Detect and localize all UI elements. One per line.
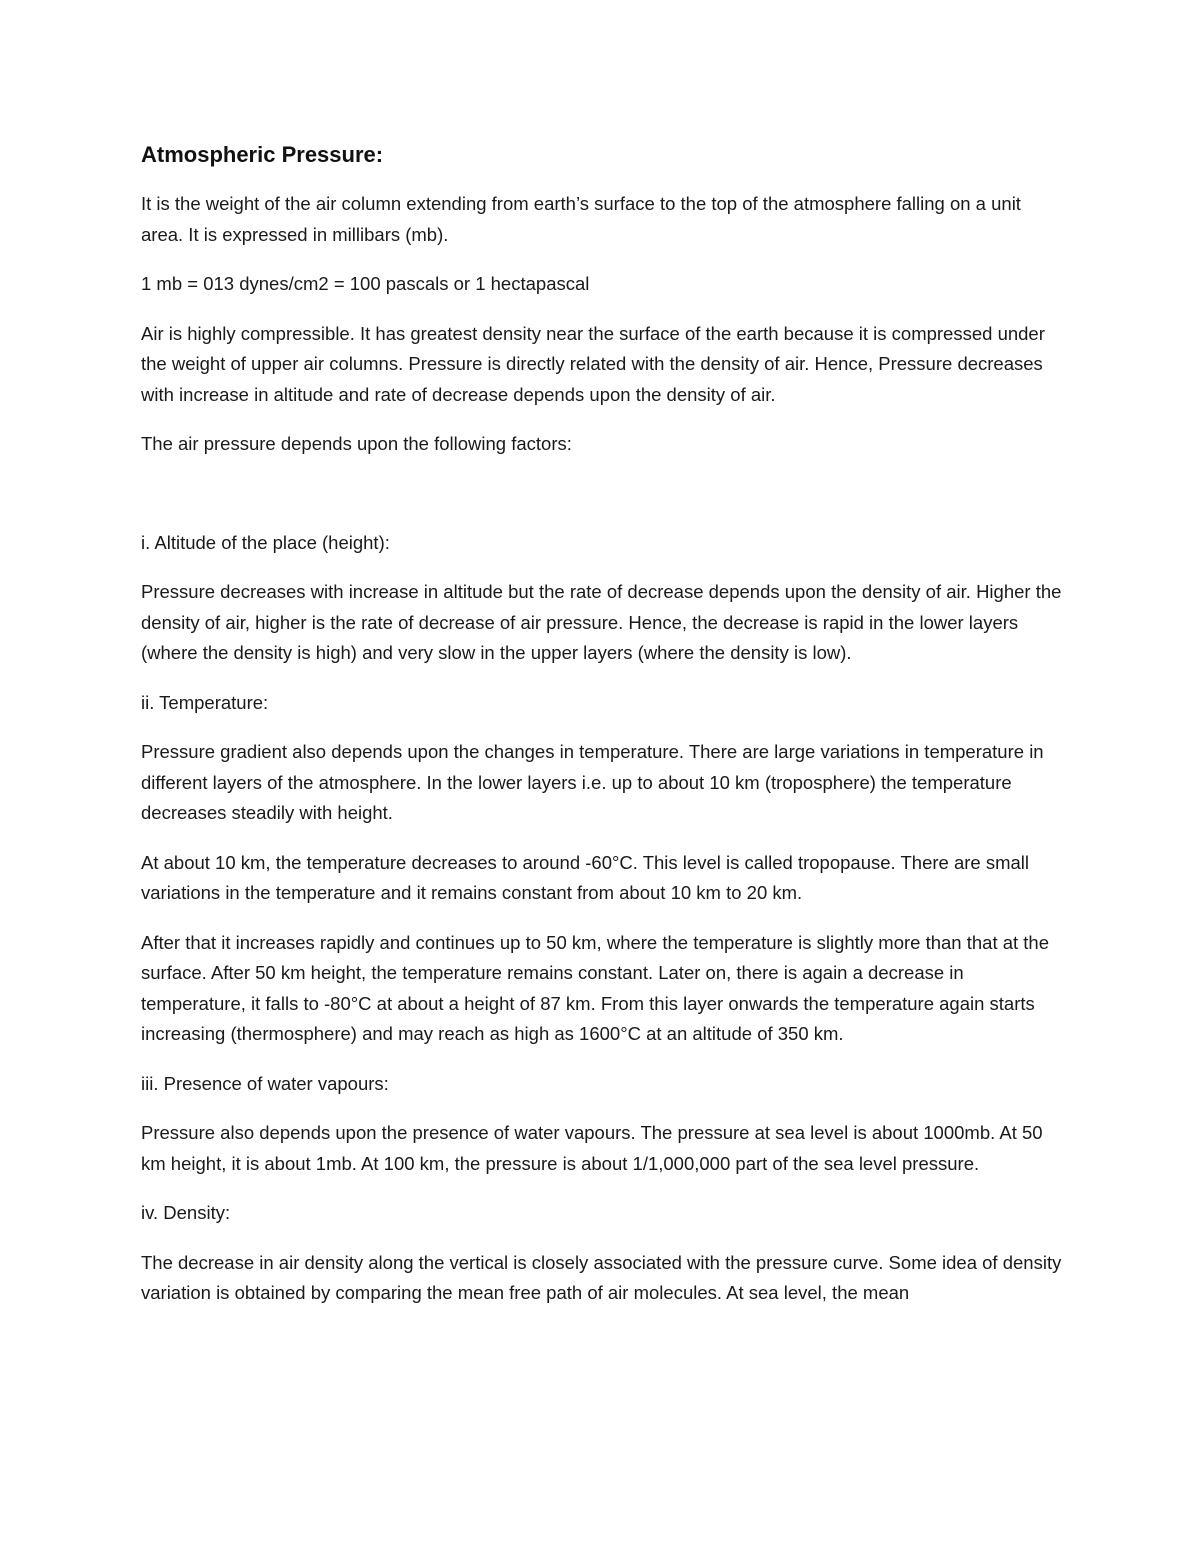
- blank-line: [141, 479, 1066, 528]
- temperature-paragraph-3: After that it increases rapidly and continues up to 50 km, where the temperature is slightly more than that at the surface. After 50 km height, the temperature remains constant. Later on, there is again a decrease in temperature, it falls to -80°C at about a height of 87 km. From this layer onwards the temperature again starts increasing (thermosphere) and may reach as high as 1600°C at an altitude of 350 km.: [141, 931, 1050, 1044]
- water-vapour-paragraph: Pressure also depends upon the presence of water vapours. The pressure at sea level is about 1000mb. At 50 km height, it is about 1mb. At 100 km, the pressure is about 1/1,000,000 part of the sea level pressure.: [141, 1122, 1043, 1174]
- document-body: [141, 140, 1066, 1328]
- temperature-paragraph-1: Pressure gradient also depends upon the changes in temperature. There are large variations in temperature in different layers of the atmosphere. In the lower layers i.e. up to about 10 km (troposphere) the temperature decreases steadily with height.: [141, 741, 1044, 823]
- factors-intro-paragraph: The air pressure depends upon the following factors:: [141, 433, 572, 454]
- document-title: Atmospheric Pressure:: [141, 142, 384, 167]
- units-paragraph: 1 mb = 013 dynes/cm2 = 100 pascals or 1 hectapascal: [141, 273, 590, 294]
- density-paragraph: The decrease in air density along the vertical is closely associated with the pressure curve. Some idea of density variation is obtained by comparing the mean free path of air molecules. At sea level, the mean: [141, 1251, 1062, 1303]
- section-heading-water-vapour: iii. Presence of water vapours:: [141, 1072, 389, 1094]
- altitude-paragraph: Pressure decreases with increase in altitude but the rate of decrease depends upon the density of air. Higher the density of air, higher is the rate of decrease of air pressure. Hence, the decrease is rapid in the lower layers (where the density is high) and very slow in the upper layers (where the density is low).: [141, 581, 1062, 663]
- section-heading-altitude: i. Altitude of the place (height):: [141, 531, 390, 553]
- definition-paragraph: It is the weight of the air column extending from earth’s surface to the top of the atmosphere falling on a unit area. It is expressed in millibars (mb).: [141, 193, 1021, 245]
- temperature-paragraph-2: At about 10 km, the temperature decreases to around -60°C. This level is called tropopause. There are small variations in the temperature and it remains constant from about 10 km to 20 km.: [141, 851, 1029, 903]
- compressibility-paragraph: Air is highly compressible. It has greatest density near the surface of the earth because it is compressed under the weight of upper air columns. Pressure is directly related with the density of air. Hence, Pressure decreases with increase in altitude and rate of decrease depends upon the density of air.: [141, 322, 1045, 405]
- section-heading-temperature: ii. Temperature:: [141, 691, 269, 713]
- section-heading-density: iv. Density:: [141, 1202, 231, 1223]
